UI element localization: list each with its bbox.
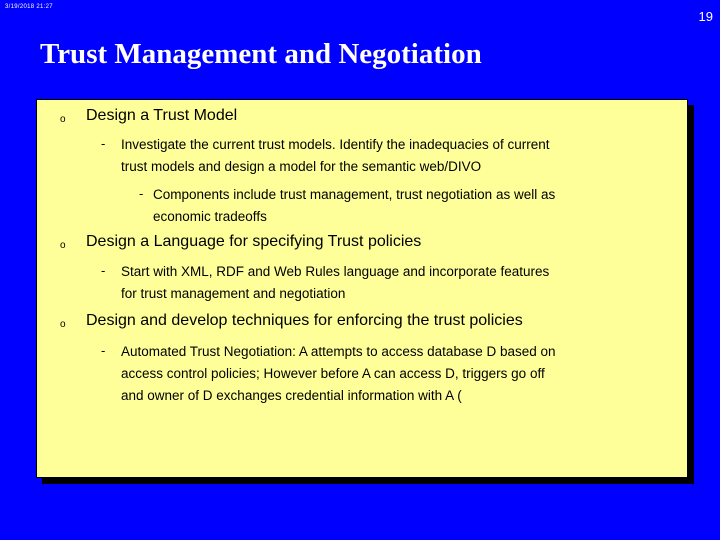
dash-marker: - bbox=[139, 186, 144, 201]
subitem-line: access control policies; However before A can access D, triggers go off bbox=[121, 366, 545, 381]
subitem-line: Investigate the current trust models. Identify the inadequacies of current bbox=[121, 137, 550, 152]
subitem-xml-rdf bbox=[121, 261, 549, 305]
bullet-marker: o bbox=[60, 114, 66, 125]
subitem-line: Start with XML, RDF and Web Rules language and incorporate features bbox=[121, 264, 550, 279]
subitem-line: Automated Trust Negotiation: A attempts to access database D based on bbox=[121, 344, 556, 359]
subitem-line: and owner of D exchanges credential information with A ( bbox=[121, 388, 462, 403]
subsubitem-line: economic tradeoffs bbox=[153, 209, 267, 224]
subitem-line: trust models and design a model for the semantic web/DIVO bbox=[121, 159, 482, 174]
dash-marker: - bbox=[101, 263, 106, 278]
page-number: 19 bbox=[698, 9, 713, 24]
slide-title: Trust Management and Negotiation bbox=[40, 38, 482, 70]
dash-marker: - bbox=[101, 343, 106, 358]
dash-marker: - bbox=[101, 136, 106, 151]
slide-timestamp: 3/19/2018 21:27 bbox=[5, 4, 53, 10]
bullet-marker: o bbox=[60, 319, 66, 330]
subitem-investigate-models bbox=[121, 134, 550, 178]
subitem-line: for trust management and negotiation bbox=[121, 286, 346, 301]
subsubitem-components bbox=[153, 184, 555, 228]
section-heading-trust-model: Design a Trust Model bbox=[86, 107, 238, 124]
bullet-marker: o bbox=[60, 240, 66, 251]
subsubitem-line: Components include trust management, trust negotiation as well as bbox=[153, 187, 556, 202]
section-heading-enforcement: Design and develop techniques for enforcing the trust policies bbox=[86, 312, 523, 329]
section-heading-trust-language: Design a Language for specifying Trust policies bbox=[86, 233, 422, 250]
subitem-automated-negotiation bbox=[121, 341, 556, 407]
